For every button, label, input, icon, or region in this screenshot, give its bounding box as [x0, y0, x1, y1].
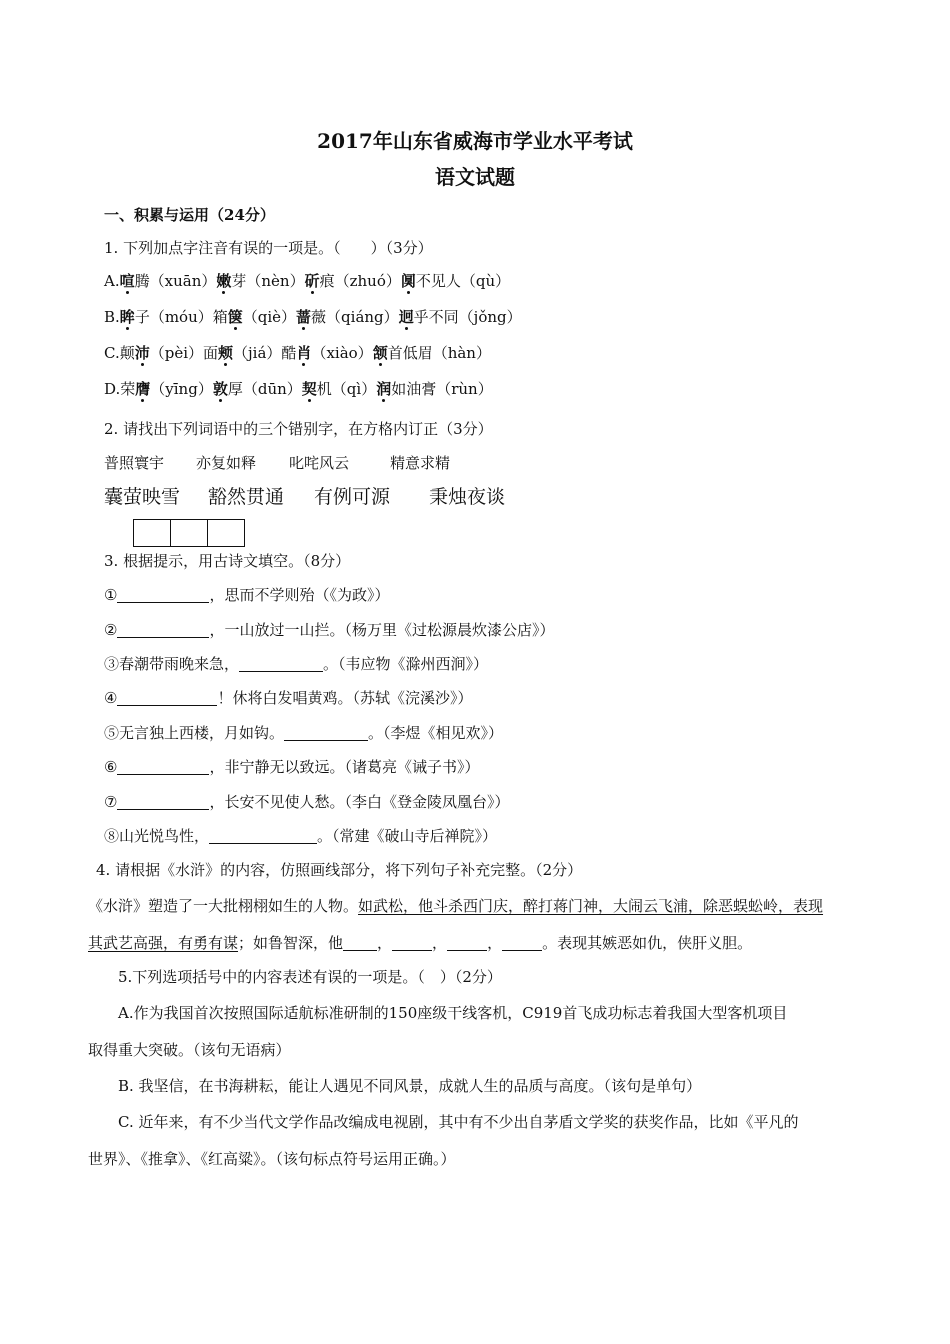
option-text: 不见人（qù） [415, 272, 511, 290]
dotted-char: 喧 [119, 272, 135, 290]
poem-fill-item [104, 585, 389, 605]
answer-blank[interactable] [502, 934, 542, 951]
option-text: （jiá）酷 [233, 344, 297, 362]
poem-text: ！休将白发唱黄鸡。（苏轼《浣溪沙》） [217, 689, 473, 707]
answer-grid [134, 519, 245, 547]
q1-stem: 1. 下列加点字注音有误的一项是。（ ）（3分） [104, 239, 433, 257]
option-text: 机（qì） [316, 380, 377, 398]
dotted-char: 敦 [212, 380, 228, 398]
poem-text: ，非宁静无以致远。（诸葛亮《诫子书》） [209, 758, 480, 776]
poem-text: ，长安不见使人愁。（李白《登金陵凤凰台》） [209, 793, 510, 811]
dotted-char: 箧 [227, 308, 243, 326]
answer-blank[interactable] [447, 934, 487, 951]
poem-fill-item [104, 723, 503, 743]
q4-text-line-2 [88, 933, 752, 953]
poem-text: ，一山放过一山拦。（杨万里《过松源晨炊漆公店》） [209, 621, 555, 639]
answer-blank[interactable] [117, 586, 209, 603]
dotted-char: 颊 [218, 344, 234, 362]
dotted-char: 蔷 [296, 308, 312, 326]
q5-option-a-line-2: 取得重大突破。（该句无语病） [88, 1041, 291, 1059]
answer-blank[interactable] [117, 758, 209, 775]
answer-blank[interactable] [343, 934, 377, 951]
poem-text: ① [104, 586, 118, 604]
poem-fill-item [104, 826, 497, 846]
word-item: 普照寰宇 [104, 454, 165, 472]
q4-separator: ， [432, 934, 448, 952]
answer-blank[interactable] [117, 621, 209, 638]
dotted-char: 嫩 [216, 272, 232, 290]
word-item: 秉烛夜谈 [429, 486, 506, 508]
q4-plain-text: ；如鲁智深，他 [238, 934, 344, 952]
q1-option-d [104, 379, 493, 399]
option-text: 薇（qiáng） [311, 308, 399, 326]
option-label: A. [104, 272, 120, 290]
option-label: C.颠 [104, 344, 135, 362]
q5-option-c-line-1: C. 近年来，有不少当代文学作品改编成电视剧，其中有不少出自茅盾文学奖的获奖作品，比如《平凡的 [118, 1113, 799, 1131]
q1-option-c [104, 343, 491, 363]
dotted-char: 润 [376, 380, 392, 398]
poem-fill-item [104, 688, 472, 708]
word-item: 叱咤风云 [289, 454, 350, 472]
dotted-char: 颔 [372, 344, 388, 362]
poem-text: ，思而不学则殆（《为政》） [209, 586, 390, 604]
poem-text: 。（李煜《相见欢》） [368, 724, 504, 742]
answer-box[interactable] [133, 519, 171, 547]
option-text: （pèi）面 [149, 344, 219, 362]
q1-option-b [104, 307, 522, 327]
poem-fill-item [104, 654, 488, 674]
option-text: （yīng） [150, 380, 213, 398]
q5-stem: 5.下列选项括号中的内容表述有误的一项是。（ ）（2分） [118, 968, 502, 986]
exam-title: 2017年山东省威海市学业水平考试 [317, 129, 633, 153]
dotted-char: 肖 [296, 344, 312, 362]
q4-plain-text: 《水浒》塑造了一大批栩栩如生的人物。 [88, 897, 359, 915]
poem-text: ⑥ [104, 758, 118, 776]
q1-option-a [104, 271, 510, 291]
poem-text: ③春潮带雨晚来急， [104, 655, 240, 673]
option-text: 痕（zhuó） [319, 272, 401, 290]
option-text: 腾（xuān） [134, 272, 217, 290]
dotted-char: 迥 [398, 308, 414, 326]
poem-text: 。（常建《破山寺后禅院》） [317, 827, 498, 845]
option-text: 乎不同（jǒng） [413, 308, 522, 326]
answer-blank[interactable] [392, 934, 432, 951]
word-item: 豁然贯通 [208, 486, 285, 508]
poem-text: 。（韦应物《滁州西涧》） [323, 655, 489, 673]
q2-word-row-1 [104, 453, 450, 473]
q2-stem: 2. 请找出下列词语中的三个错别字，在方格内订正（3分） [104, 420, 493, 438]
option-text: （xiào） [311, 344, 373, 362]
poem-text: ⑦ [104, 793, 118, 811]
answer-box[interactable] [207, 519, 245, 547]
dotted-char: 沛 [134, 344, 150, 362]
q2-word-row-2 [104, 485, 505, 509]
poem-fill-item [104, 620, 554, 640]
option-text: 厚（dūn） [227, 380, 302, 398]
dotted-char: 眸 [119, 308, 135, 326]
option-text: 如油膏（rùn） [391, 380, 493, 398]
q5-option-c-line-2: 世界》、《推拿》、《红高粱》。（该句标点符号运用正确。） [88, 1150, 456, 1168]
q4-underlined-text: 如武松，他斗杀西门庆，醉打蒋门神，大闹云飞浦，除恶蜈蚣岭，表现 [358, 897, 824, 915]
answer-blank[interactable] [117, 689, 217, 706]
answer-blank[interactable] [284, 724, 368, 741]
option-text: 首低眉（hàn） [387, 344, 491, 362]
q5-option-a-line-1: A.作为我国首次按照国际适航标准研制的150座级干线客机，C919首飞成功标志着我国大型客机项目 [118, 1004, 788, 1022]
dotted-char: 契 [301, 380, 317, 398]
poem-text: ⑤无言独上西楼，月如钩。 [104, 724, 285, 742]
answer-box[interactable] [170, 519, 208, 547]
answer-blank[interactable] [239, 655, 323, 672]
option-text: （qiè） [242, 308, 297, 326]
exam-subtitle: 语文试题 [435, 165, 515, 189]
q4-text-line-1 [88, 896, 823, 916]
option-text: 芽（nèn） [231, 272, 305, 290]
answer-blank[interactable] [117, 793, 209, 810]
poem-text: ② [104, 621, 118, 639]
q4-plain-text: 。表现其嫉恶如仇，侠肝义胆。 [542, 934, 753, 952]
word-item: 精意求精 [390, 454, 451, 472]
answer-blank[interactable] [209, 827, 317, 844]
q4-separator: ， [487, 934, 503, 952]
poem-text: ④ [104, 689, 118, 707]
poem-fill-item [104, 792, 509, 812]
poem-fill-item [104, 757, 479, 777]
option-label: B. [104, 308, 120, 326]
dotted-char: 阒 [400, 272, 416, 290]
q4-stem: 4. 请根据《水浒》的内容，仿照画线部分，将下列句子补充完整。（2分） [96, 861, 583, 879]
word-item: 囊萤映雪 [104, 486, 181, 508]
section-heading: 一、积累与运用（24分） [104, 206, 275, 224]
option-label: D.荣 [104, 380, 136, 398]
word-item: 有例可源 [314, 486, 391, 508]
q5-option-b: B. 我坚信，在书海耕耘，能让人遇见不同风景，成就人生的品质与高度。（该句是单句） [118, 1077, 702, 1095]
poem-text: ⑧山光悦鸟性， [104, 827, 210, 845]
dotted-char: 斫 [304, 272, 320, 290]
q4-separator: ， [377, 934, 393, 952]
option-text: 子（móu）箱 [134, 308, 228, 326]
q4-underlined-text: 其武艺高强，有勇有谋 [88, 934, 239, 952]
dotted-char: 膺 [135, 380, 151, 398]
word-item: 亦复如释 [196, 454, 257, 472]
q3-stem: 3. 根据提示，用古诗文填空。（8分） [104, 552, 351, 570]
